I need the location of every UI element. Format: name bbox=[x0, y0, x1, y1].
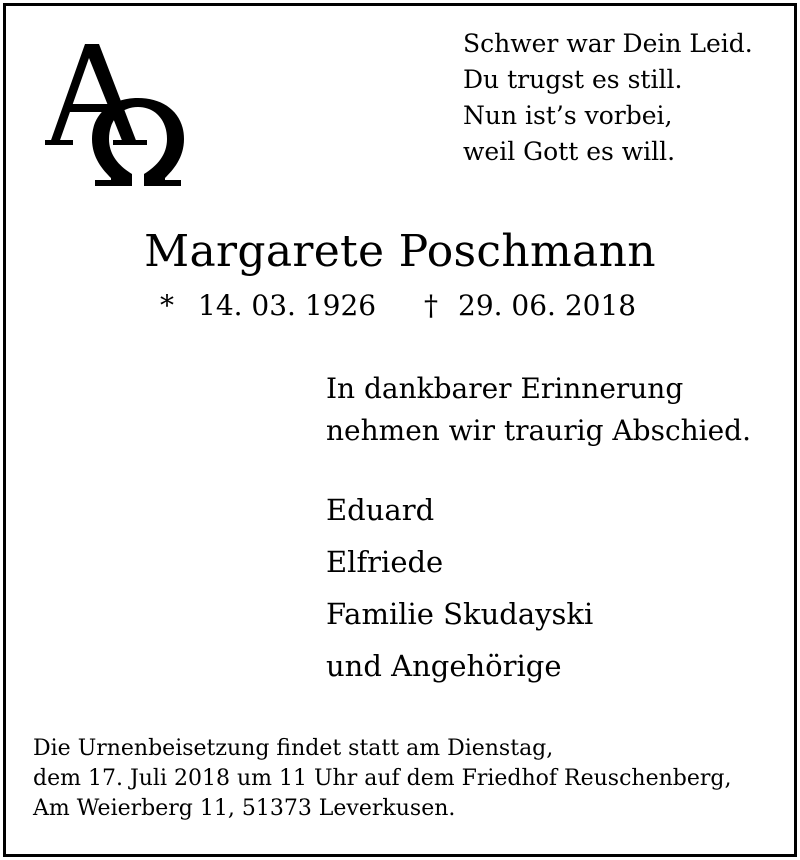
poem-line: Du trugst es still. bbox=[463, 65, 683, 94]
mourners-list bbox=[326, 484, 593, 692]
funeral-line: Die Urnenbeisetzung findet statt am Dienstag, bbox=[33, 736, 554, 761]
funeral-notice bbox=[33, 734, 731, 824]
death-date: 29. 06. 2018 bbox=[458, 289, 637, 322]
birth-star-icon: * bbox=[160, 289, 174, 322]
mourner-name: Familie Skudayski bbox=[326, 597, 594, 631]
death-cross-icon: † bbox=[424, 289, 438, 322]
farewell-line: In dankbarer Erinnerung bbox=[326, 372, 684, 405]
alpha-omega-icon bbox=[45, 40, 195, 190]
farewell-text bbox=[326, 368, 751, 452]
poem-line: Nun ist’s vorbei, bbox=[463, 101, 673, 130]
mourner-name: Eduard bbox=[326, 493, 435, 527]
farewell-line: nehmen wir traurig Abschied. bbox=[326, 414, 752, 447]
poem-line: weil Gott es will. bbox=[463, 137, 676, 166]
poem-line: Schwer war Dein Leid. bbox=[463, 29, 753, 58]
funeral-line: dem 17. Juli 2018 um 11 Uhr auf dem Friedhof Reuschenberg, bbox=[33, 766, 732, 791]
deceased-name: Margarete Poschmann bbox=[144, 226, 656, 277]
mourner-name: und Angehörige bbox=[326, 649, 562, 683]
birth-date: 14. 03. 1926 bbox=[198, 289, 377, 322]
funeral-line: Am Weierberg 11, 51373 Leverkusen. bbox=[33, 796, 456, 821]
mourner-name: Elfriede bbox=[326, 545, 444, 579]
poem bbox=[463, 26, 753, 170]
